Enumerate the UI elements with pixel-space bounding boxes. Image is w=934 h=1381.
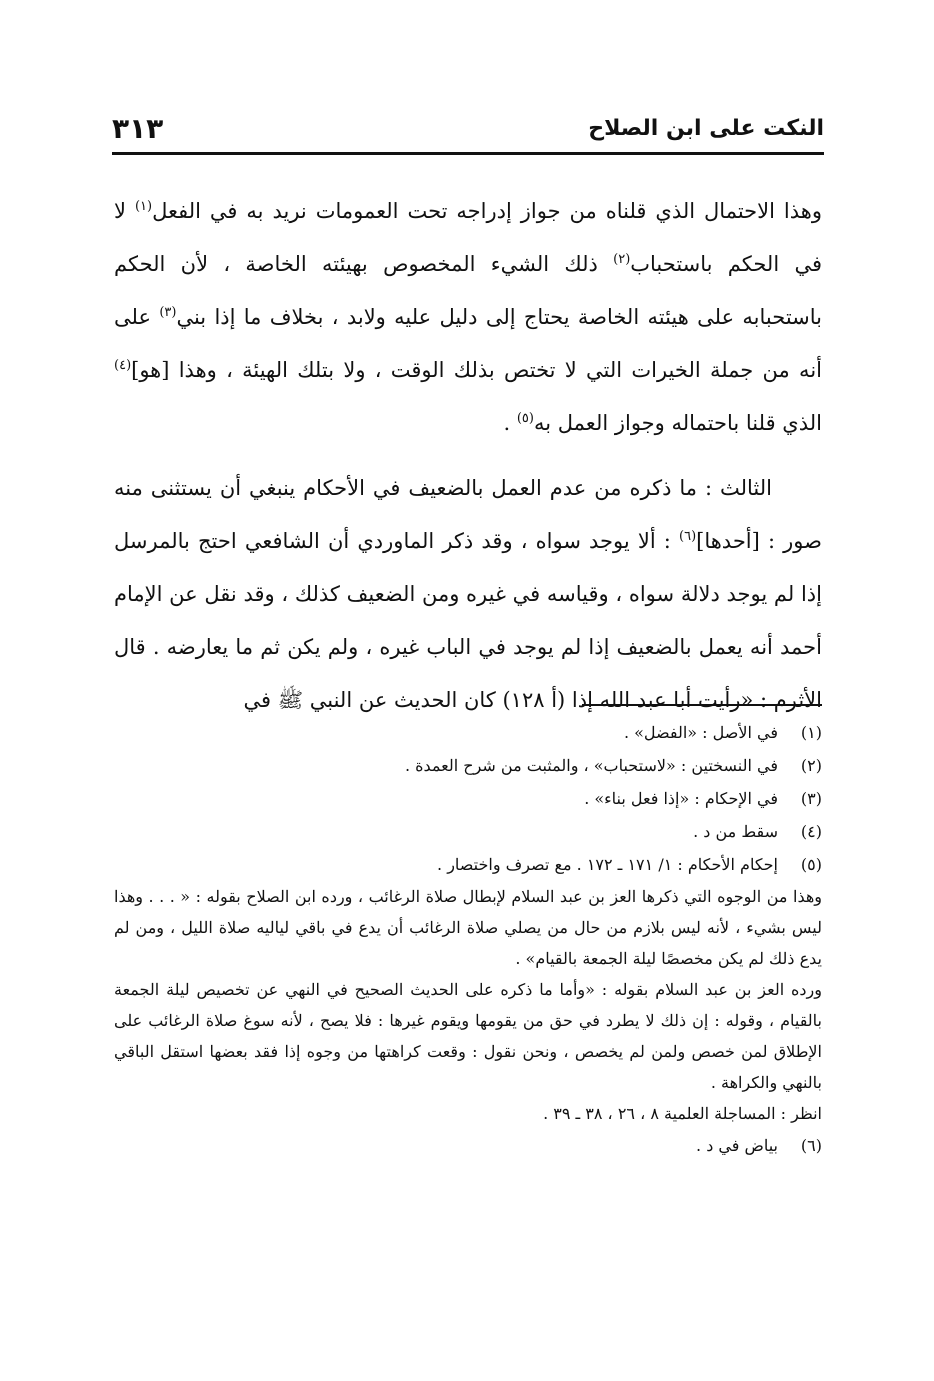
footnote-ref: (٣) bbox=[159, 305, 177, 320]
text-segment: الذي قلنا باحتماله وجواز العمل به bbox=[533, 411, 822, 435]
footnote-6 bbox=[114, 1129, 822, 1162]
text-segment: الثالث : ما ذكره من عدم العمل بالضعيف في الأحكام ينبغي أن يستثنى منه صور : [أحدها] bbox=[114, 476, 822, 553]
header-rule bbox=[112, 152, 824, 155]
text-segment: ذلك الشيء المخصوص بهيئته الخاصة ، لأن الحكم باستحبابه على هيئته الخاصة يحتاج إلى دليل عليه ولابد ، بخلاف ما إذا بني bbox=[114, 252, 822, 329]
footnote-text: في الأصل : «الفضل» . bbox=[623, 723, 778, 742]
footnote-number: (٣) bbox=[800, 789, 822, 808]
footnote-ref: (٤) bbox=[114, 358, 132, 373]
footnote-text: في النسختين : «لاستحباب» ، والمثبت من شرح العمدة . bbox=[404, 756, 778, 775]
footnote-ref: (١) bbox=[134, 199, 153, 214]
footnote-number: (٥) bbox=[800, 855, 822, 874]
footnote-1 bbox=[114, 716, 822, 749]
footnote-5-para: وهذا من الوجوه التي ذكرها العز بن عبد السلام لإبطال صلاة الرغائب ، ورده ابن الصلاح بقوله : « . . . وهذا ليس بشيء ، لأنه ليس بلازم من حال من يصلي صلاة الرغائب أن يدع في باقي لياليه صلاة الليل ، ومن لم يدع ذلك لم يكن مخصصًا ليلة الجمعة بالقيام» . bbox=[114, 887, 822, 968]
footnote-5 bbox=[114, 848, 822, 881]
paragraph-1 bbox=[114, 185, 822, 450]
footnote-number: (٦) bbox=[800, 1136, 822, 1155]
text-segment: لا في الحكم باستحباب bbox=[114, 199, 822, 276]
footnote-number: (٢) bbox=[800, 756, 822, 775]
text-segment: . bbox=[503, 411, 517, 435]
footnote-5-para: انظر : المساجلة العلمية ٨ ، ٢٦ ، ٣٨ ـ ٣٩ . bbox=[543, 1104, 822, 1123]
paragraph-2 bbox=[114, 462, 822, 727]
footnote-text: بياض في د . bbox=[696, 1136, 778, 1155]
footnote-4 bbox=[114, 815, 822, 848]
footnotes bbox=[114, 716, 822, 1162]
footnote-5-para: ورده العز بن عبد السلام بقوله : «وأما ما ذكره على الحديث الصحيح في النهي عن تخصيص ليلة الجمعة بالقيام ، وقوله : إن ذلك لا يطرد في حق من يقومها ويقوم غيرها : فلا يصح ، لأنه سوغ صلاة الرغائب على الإطلاق لمن خصص ولمن لم يخصص ، ونحن نقول : وقعت كراهتها من وجوه إذا فقد بعضها استقل الباقي بالنهي والكراهة . bbox=[114, 980, 822, 1092]
footnote-number: (١) bbox=[800, 723, 822, 742]
text-segment: على أنه من جملة الخيرات التي لا تختص بذلك الوقت ، ولا بتلك الهيئة ، وهذا [هو] bbox=[114, 305, 822, 382]
footnote-text: إحكام الأحكام : ١/ ١٧١ ـ ١٧٢ . مع تصرف واختصار . bbox=[437, 855, 778, 874]
footnote-3 bbox=[114, 782, 822, 815]
footnote-ref: (٦) bbox=[679, 529, 697, 544]
footnote-ref: (٥) bbox=[516, 411, 534, 426]
page-number: ٣١٣ bbox=[112, 112, 164, 145]
footnote-2 bbox=[114, 749, 822, 782]
text-segment: وهذا الاحتمال الذي قلناه من جواز إدراجه تحت العمومات نريد به في الفعل bbox=[152, 199, 823, 223]
footnote-text: سقط من د . bbox=[693, 822, 778, 841]
footnote-text: في الإحكام : «إذا فعل بناء» . bbox=[584, 789, 778, 808]
footnote-separator bbox=[582, 704, 822, 706]
footnote-number: (٤) bbox=[800, 822, 822, 841]
text-segment: : ألا يوجد سواه ، وقد ذكر الماوردي أن الشافعي احتج بالمرسل إذا لم يوجد دلالة سواه ، وقياسه في غيره ومن الضعيف كذلك ، وقد نقل عن الإمام أحمد أنه يعمل بالضعيف إذا لم يوجد في الباب غيره ، ولم يكن ثم ما يعارضه . قال الأثرم : «رأيت أبا عبد الله إذا (أ ١٢٨) كان الحديث عن النبي ﷺ في bbox=[114, 529, 822, 712]
main-text bbox=[114, 185, 822, 727]
footnote-5-continuation bbox=[114, 881, 822, 1129]
header-title: النكت على ابن الصلاح bbox=[588, 116, 824, 141]
footnote-ref: (٢) bbox=[613, 252, 631, 267]
